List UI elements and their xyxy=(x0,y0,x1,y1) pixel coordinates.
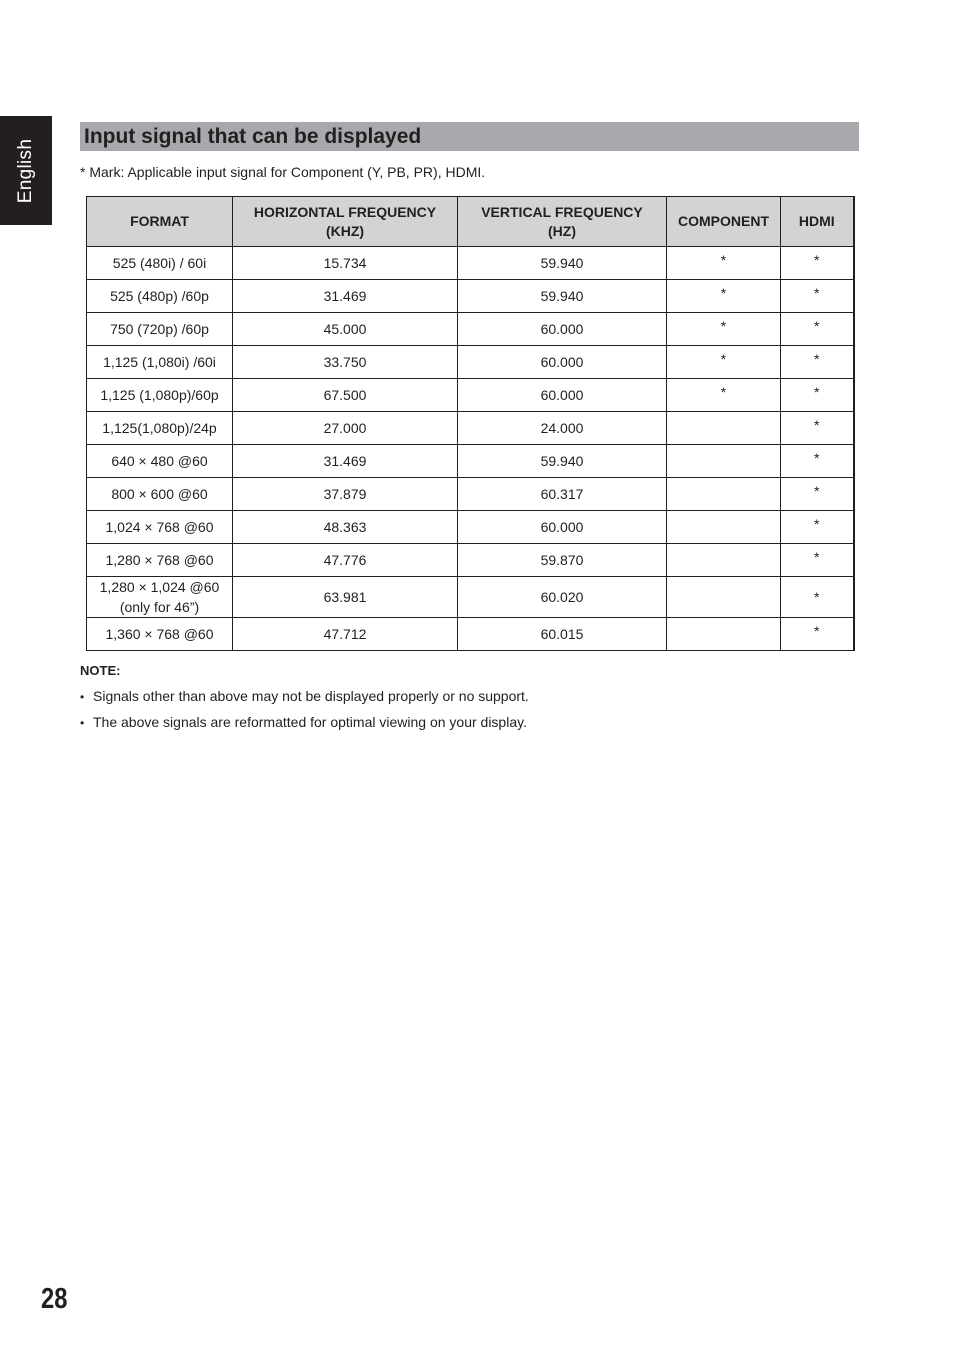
table-row xyxy=(87,511,854,544)
cell-horizontal-frequency xyxy=(233,577,458,618)
cell-format xyxy=(87,313,233,346)
cell-vertical-frequency-text: 60.000 xyxy=(540,386,584,403)
cell-vertical-frequency-text: 60.317 xyxy=(540,485,584,502)
table-row xyxy=(87,445,854,478)
cell-component xyxy=(667,412,781,445)
cell-hdmi xyxy=(781,445,854,478)
cell-vertical-frequency-text: 60.000 xyxy=(540,353,584,370)
table-row xyxy=(87,379,854,412)
cell-hdmi-text: * xyxy=(814,318,820,334)
note-text: Signals other than above may not be displayed properly or no support. xyxy=(93,688,529,704)
cell-vertical-frequency-text: 59.940 xyxy=(540,452,584,469)
cell-horizontal-frequency xyxy=(233,412,458,445)
header-format xyxy=(87,197,233,247)
cell-format xyxy=(87,511,233,544)
cell-format xyxy=(87,618,233,651)
cell-format xyxy=(87,379,233,412)
cell-vertical-frequency-text: 60.015 xyxy=(540,625,584,642)
cell-component xyxy=(667,478,781,511)
cell-component xyxy=(667,313,781,346)
cell-component xyxy=(667,511,781,544)
cell-hdmi xyxy=(781,313,854,346)
section-heading xyxy=(80,122,859,151)
header-format-label: FORMAT xyxy=(130,213,189,229)
cell-vertical-frequency xyxy=(458,346,667,379)
cell-format-text: 1,024 × 768 @60 xyxy=(105,518,214,535)
table-row xyxy=(87,412,854,445)
table-row xyxy=(87,577,854,618)
cell-horizontal-frequency xyxy=(233,379,458,412)
cell-format-note-text: (only for 46”) xyxy=(119,599,200,615)
cell-hdmi-text: * xyxy=(814,589,820,605)
table-header-row xyxy=(87,197,854,247)
note-title: NOTE: xyxy=(80,663,121,678)
cell-hdmi xyxy=(781,618,854,651)
language-tab xyxy=(0,116,52,225)
cell-component xyxy=(667,379,781,412)
language-tab-label: English xyxy=(15,138,36,203)
cell-format xyxy=(87,577,233,618)
cell-hdmi xyxy=(781,346,854,379)
cell-vertical-frequency xyxy=(458,618,667,651)
header-horizontal-frequency xyxy=(233,197,458,247)
cell-component xyxy=(667,618,781,651)
cell-component xyxy=(667,445,781,478)
cell-vertical-frequency-text: 60.000 xyxy=(540,518,584,535)
cell-vertical-frequency-text: 59.940 xyxy=(540,254,584,271)
cell-vertical-frequency-text: 60.000 xyxy=(540,320,584,337)
cell-format-text: 1,125(1,080p)/24p xyxy=(102,419,217,436)
cell-horizontal-frequency xyxy=(233,618,458,651)
cell-format xyxy=(87,478,233,511)
cell-format-text: 525 (480i) / 60i xyxy=(112,254,207,271)
cell-vertical-frequency xyxy=(458,478,667,511)
cell-vertical-frequency-text: 59.940 xyxy=(540,287,584,304)
cell-horizontal-frequency xyxy=(233,445,458,478)
bullet-icon: • xyxy=(80,716,85,730)
cell-format-text: 1,280 × 1,024 @60 xyxy=(99,579,220,595)
header-vertical-unit: (HZ) xyxy=(548,222,576,239)
cell-hdmi-text: * xyxy=(814,285,820,301)
header-component xyxy=(667,197,781,247)
table-row xyxy=(87,544,854,577)
cell-component-text: * xyxy=(720,285,727,301)
cell-hdmi-text: * xyxy=(814,516,820,532)
cell-format xyxy=(87,544,233,577)
cell-vertical-frequency-text: 60.020 xyxy=(540,589,584,605)
cell-format-text: 1,125 (1,080i) /60i xyxy=(103,353,216,370)
section-title: Input signal that can be displayed xyxy=(84,125,422,148)
cell-format xyxy=(87,247,233,280)
cell-format-text: 1,280 × 768 @60 xyxy=(105,551,214,568)
cell-component-text: * xyxy=(720,318,727,334)
header-horizontal-unit: (KHZ) xyxy=(325,222,365,239)
cell-hdmi xyxy=(781,577,854,618)
signal-table xyxy=(86,196,855,651)
cell-hdmi-text: * xyxy=(814,623,820,639)
header-hdmi-label: HDMI xyxy=(798,213,835,229)
cell-hdmi-text: * xyxy=(814,417,820,433)
cell-horizontal-frequency-text: 31.469 xyxy=(323,452,367,469)
cell-horizontal-frequency-text: 47.712 xyxy=(323,625,367,642)
cell-hdmi xyxy=(781,379,854,412)
cell-format xyxy=(87,445,233,478)
note-text: The above signals are reformatted for optimal viewing on your display. xyxy=(93,714,527,730)
cell-format-text: 525 (480p) /60p xyxy=(110,287,209,304)
table-row xyxy=(87,280,854,313)
cell-horizontal-frequency-text: 67.500 xyxy=(323,386,367,403)
cell-hdmi-text: * xyxy=(814,549,820,565)
note-item xyxy=(80,684,529,710)
cell-component xyxy=(667,346,781,379)
cell-horizontal-frequency-text: 33.750 xyxy=(323,353,367,370)
cell-component xyxy=(667,577,781,618)
cell-component-text: * xyxy=(720,384,727,400)
cell-vertical-frequency xyxy=(458,313,667,346)
cell-horizontal-frequency xyxy=(233,280,458,313)
cell-horizontal-frequency xyxy=(233,346,458,379)
cell-hdmi-text: * xyxy=(814,252,820,268)
cell-format xyxy=(87,280,233,313)
cell-horizontal-frequency-text: 37.879 xyxy=(323,485,367,502)
mark-note: * Mark: Applicable input signal for Component (Y, PB, PR), HDMI. xyxy=(80,164,486,180)
cell-vertical-frequency xyxy=(458,577,667,618)
bullet-icon: • xyxy=(80,690,85,704)
cell-format-text: 1,125 (1,080p)/60p xyxy=(100,386,219,403)
cell-format-text: 750 (720p) /60p xyxy=(110,320,209,337)
cell-hdmi-text: * xyxy=(814,483,820,499)
cell-horizontal-frequency xyxy=(233,478,458,511)
table-row xyxy=(87,618,854,651)
cell-vertical-frequency xyxy=(458,247,667,280)
cell-vertical-frequency xyxy=(458,445,667,478)
cell-horizontal-frequency xyxy=(233,511,458,544)
cell-vertical-frequency xyxy=(458,544,667,577)
header-horizontal-label: HORIZONTAL FREQUENCY xyxy=(253,203,437,220)
table-body xyxy=(87,247,854,651)
cell-horizontal-frequency xyxy=(233,247,458,280)
cell-hdmi xyxy=(781,511,854,544)
cell-vertical-frequency xyxy=(458,280,667,313)
cell-format-text: 640 × 480 @60 xyxy=(111,452,208,469)
cell-vertical-frequency xyxy=(458,511,667,544)
header-vertical-label: VERTICAL FREQUENCY xyxy=(481,203,643,220)
cell-vertical-frequency xyxy=(458,379,667,412)
cell-horizontal-frequency-text: 48.363 xyxy=(323,518,367,535)
header-vertical-frequency xyxy=(458,197,667,247)
table-row xyxy=(87,346,854,379)
note-list xyxy=(80,684,529,736)
cell-vertical-frequency-text: 59.870 xyxy=(540,551,584,568)
cell-horizontal-frequency-text: 63.981 xyxy=(323,589,367,605)
cell-hdmi-text: * xyxy=(814,450,820,466)
cell-horizontal-frequency xyxy=(233,313,458,346)
cell-format xyxy=(87,412,233,445)
cell-format xyxy=(87,346,233,379)
cell-component xyxy=(667,280,781,313)
note-item xyxy=(80,710,529,736)
cell-format-text: 1,360 × 768 @60 xyxy=(105,625,214,642)
cell-hdmi xyxy=(781,247,854,280)
cell-hdmi-text: * xyxy=(814,351,820,367)
table-row xyxy=(87,478,854,511)
header-hdmi xyxy=(781,197,854,247)
cell-horizontal-frequency-text: 47.776 xyxy=(323,551,367,568)
cell-vertical-frequency xyxy=(458,412,667,445)
cell-horizontal-frequency xyxy=(233,544,458,577)
cell-component-text: * xyxy=(720,351,727,367)
cell-vertical-frequency-text: 24.000 xyxy=(540,419,584,436)
cell-hdmi xyxy=(781,412,854,445)
table-row xyxy=(87,313,854,346)
cell-hdmi-text: * xyxy=(814,384,820,400)
cell-horizontal-frequency-text: 15.734 xyxy=(323,254,367,271)
header-component-label: COMPONENT xyxy=(678,213,769,229)
cell-horizontal-frequency-text: 27.000 xyxy=(323,419,367,436)
table-row xyxy=(87,247,854,280)
cell-hdmi xyxy=(781,478,854,511)
cell-horizontal-frequency-text: 31.469 xyxy=(323,287,367,304)
page-number: 28 xyxy=(41,1283,68,1315)
cell-format-text: 800 × 600 @60 xyxy=(111,485,208,502)
cell-hdmi xyxy=(781,544,854,577)
cell-component xyxy=(667,247,781,280)
cell-hdmi xyxy=(781,280,854,313)
cell-component xyxy=(667,544,781,577)
cell-component-text: * xyxy=(720,252,727,268)
cell-horizontal-frequency-text: 45.000 xyxy=(323,320,367,337)
